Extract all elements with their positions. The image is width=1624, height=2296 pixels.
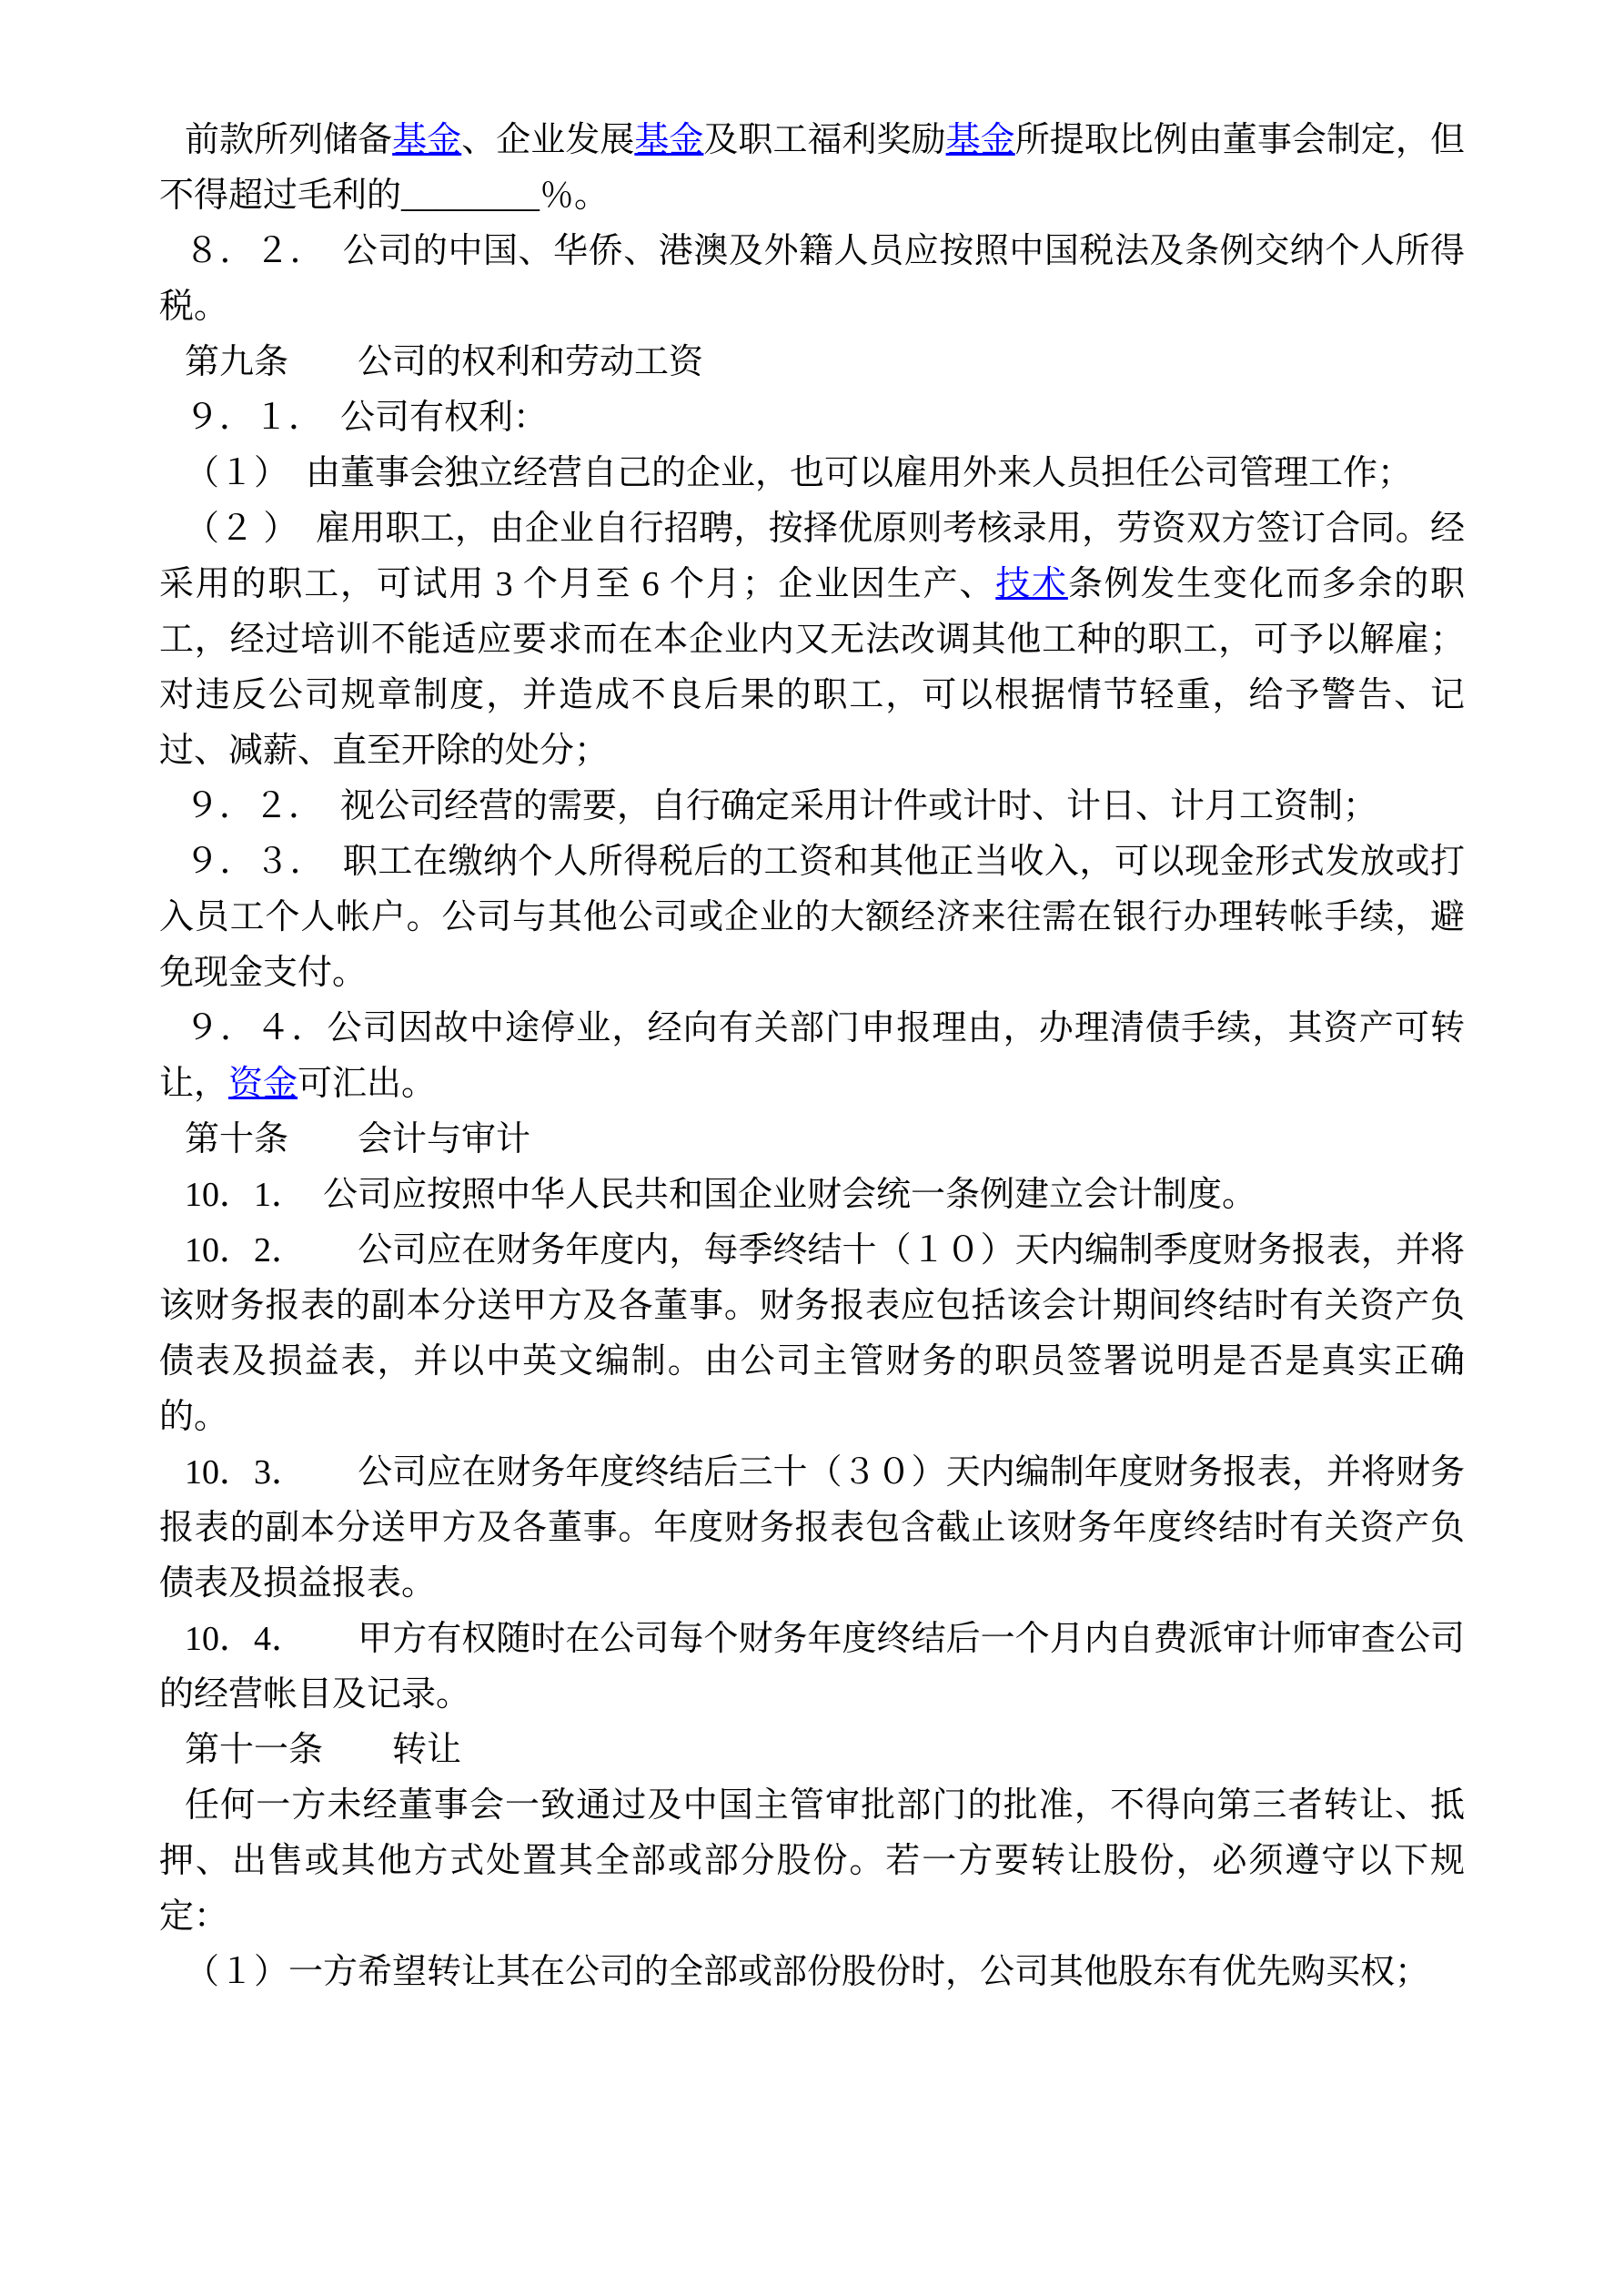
paragraph — [159, 1001, 1465, 1112]
hyperlink[interactable]: 基金 — [392, 121, 462, 159]
text-run: （２ ） 雇用职工，由企业自行招聘，按择优原则考核录用，劳资双方签订合同。经采用的职工，可试用 3 个月至 6 个月；企业因生产、 — [159, 510, 1465, 603]
paragraph — [159, 113, 1465, 224]
paragraph — [159, 390, 1465, 446]
hyperlink[interactable]: 技术 — [995, 565, 1068, 603]
paragraph — [159, 335, 1465, 390]
paragraph — [159, 1778, 1465, 1945]
paragraph — [159, 224, 1465, 335]
text-run: （１） 由董事会独立经营自己的企业，也可以雇用外来人员担任公司管理工作； — [185, 454, 1413, 492]
paragraph — [159, 1723, 1465, 1778]
text-run: 第十一条 转让 — [185, 1731, 462, 1769]
text-run: 可汇出。 — [298, 1065, 437, 1103]
text-run: 第九条 公司的权利和劳动工资 — [185, 343, 704, 381]
document-body — [159, 113, 1465, 2000]
text-run: 第十条 会计与审计 — [185, 1120, 531, 1158]
text-run: 及职工福利奖励 — [703, 121, 946, 159]
text-run: 10．3． 公司应在财务年度终结后三十（３０）天内编制年度财务报表，并将财务报表的副本分送甲方及各董事。年度财务报表包含截止该财务年度终结时有关资产负债表及损益报表。 — [159, 1453, 1465, 1603]
hyperlink[interactable]: 资金 — [228, 1065, 298, 1103]
text-run: ９．１． 公司有权利： — [185, 399, 549, 437]
text-run: 10．4． 甲方有权随时在公司每个财务年度终结后一个月内自费派审计师审查公司的经营帐目及记录。 — [159, 1620, 1465, 1714]
text-run: 条例发生变化而多余的职工，经过培训不能适应要求而在本企业内又无法改调其他工种的职工，可予以解雇；对违反公司规章制度，并造成不良后果的职工，可以根据情节轻重，给予警告、记过、减薪、直至开除的处分； — [159, 565, 1465, 770]
text-run: ９．２． 视公司经营的需要，自行确定采用计件或计时、计日、计月工资制； — [185, 787, 1378, 825]
text-run: （１）一方希望转让其在公司的全部或部份股份时，公司其他股东有优先购买权； — [185, 1953, 1430, 1991]
paragraph — [159, 1945, 1465, 2000]
text-run: ８．２． 公司的中国、华侨、港澳及外籍人员应按照中国税法及条例交纳个人所得税。 — [159, 232, 1465, 326]
paragraph — [159, 1223, 1465, 1445]
text-run: ９．３． 职工在缴纳个人所得税后的工资和其他正当收入，可以现金形式发放或打入员工个人帐户。公司与其他公司或企业的大额经济来往需在银行办理转帐手续，避免现金支付。 — [159, 843, 1465, 992]
text-run: 前款所列储备 — [185, 121, 393, 159]
text-run: 10．2． 公司应在财务年度内，每季终结十（１０）天内编制季度财务报表，并将该财务报表的副本分送甲方及各董事。财务报表应包括该会计期间终结时有关资产负债表及损益表，并以中英文编制。由公司主管财务的职员签署说明是否是真实正确的。 — [159, 1231, 1465, 1436]
paragraph — [159, 1112, 1465, 1168]
paragraph — [159, 501, 1465, 779]
paragraph — [159, 446, 1465, 501]
hyperlink[interactable]: 基金 — [945, 121, 1015, 159]
hyperlink[interactable]: 基金 — [634, 121, 704, 159]
paragraph — [159, 1168, 1465, 1223]
text-run: ９．４．公司因故中途停业，经向有关部门申报理由，办理清债手续，其资产可转让， — [159, 1009, 1465, 1103]
paragraph — [159, 1445, 1465, 1612]
text-run: 任何一方未经董事会一致通过及中国主管审批部门的批准，不得向第三者转让、抵押、出售或其他方式处置其全部或部分股份。若一方要转让股份，必须遵守以下规定： — [159, 1786, 1465, 1936]
paragraph — [159, 779, 1465, 834]
paragraph — [159, 1612, 1465, 1723]
text-run: 、企业发展 — [461, 121, 635, 159]
text-run: 10．1． 公司应按照中华人民共和国企业财会统一条例建立会计制度。 — [185, 1176, 1257, 1214]
paragraph — [159, 834, 1465, 1001]
text-run: 所提取比例由董事会制定，但不得超过毛利的________％。 — [159, 121, 1465, 215]
